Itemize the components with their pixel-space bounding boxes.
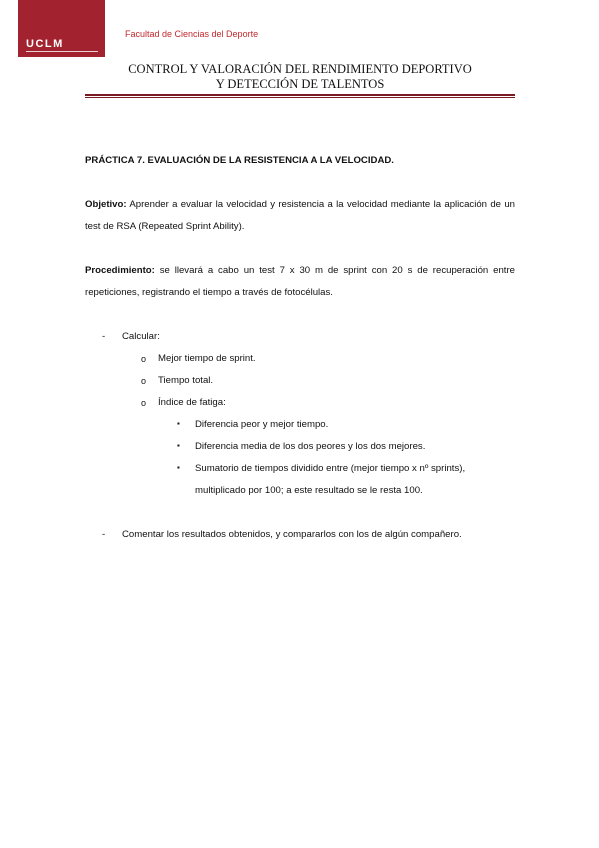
sub-item-total-time: Tiempo total.	[158, 375, 214, 386]
fatigue-item-2: Diferencia media de los dos peores y los dos mejores.	[195, 441, 426, 452]
circle-marker: o	[141, 398, 147, 408]
list-item	[141, 392, 515, 414]
logo-underline	[26, 51, 98, 54]
comment-text: Comentar los resultados obtenidos, y compararlos con los de algún compañero.	[122, 529, 462, 540]
faculty-name: Facultad de Ciencias del Deporte	[125, 29, 259, 39]
list-item	[141, 348, 515, 370]
logo-text: UCLM	[26, 38, 64, 50]
calc-label: Calcular:	[122, 331, 160, 342]
procedure-label: Procedimiento:	[85, 265, 155, 276]
square-bullet-marker: ▪	[177, 463, 180, 472]
list-item-comment	[102, 524, 515, 546]
uclm-logo	[18, 0, 105, 57]
square-bullet-marker: ▪	[177, 441, 180, 450]
fatigue-item-3-continued: multiplicado por 100; a este resultado se le resta 100.	[195, 485, 423, 496]
list-item	[177, 458, 515, 480]
objective-paragraph	[85, 194, 515, 238]
title-line-1: CONTROL Y VALORACIÓN DEL RENDIMIENTO DEPORTIVO	[128, 62, 472, 76]
circle-marker: o	[141, 376, 147, 386]
objective-label: Objetivo:	[85, 199, 127, 210]
objective-text: Aprender a evaluar la velocidad y resistencia a la velocidad mediante la aplicación de un test de RSA (Repeated Sprint Ability).	[85, 199, 515, 232]
list-item	[177, 414, 515, 436]
list-item	[177, 436, 515, 458]
header-rule	[85, 94, 515, 96]
practice-heading: PRÁCTICA 7. EVALUACIÓN DE LA RESISTENCIA A LA VELOCIDAD.	[85, 155, 394, 166]
document-title	[85, 62, 515, 92]
circle-marker: o	[141, 354, 147, 364]
sub-item-best-time: Mejor tiempo de sprint.	[158, 353, 256, 364]
fatigue-item-3: Sumatorio de tiempos dividido entre (mejor tiempo x nº sprints),	[195, 463, 466, 474]
dash-marker: -	[102, 331, 106, 342]
list-item	[141, 370, 515, 392]
fatigue-item-1: Diferencia peor y mejor tiempo.	[195, 419, 329, 430]
list-item-calcular	[102, 326, 515, 348]
title-line-2: Y DETECCIÓN DE TALENTOS	[215, 77, 385, 91]
document-body	[85, 150, 515, 546]
dash-marker: -	[102, 529, 106, 540]
sub-item-fatigue-index: Índice de fatiga:	[158, 397, 226, 408]
procedure-paragraph	[85, 260, 515, 304]
procedure-text: se llevará a cabo un test 7 x 30 m de sprint con 20 s de recuperación entre repeticiones, registrando el tiempo a través de fotocélulas.	[85, 265, 515, 298]
header-rule-thin	[85, 97, 515, 98]
square-bullet-marker: ▪	[177, 419, 180, 428]
